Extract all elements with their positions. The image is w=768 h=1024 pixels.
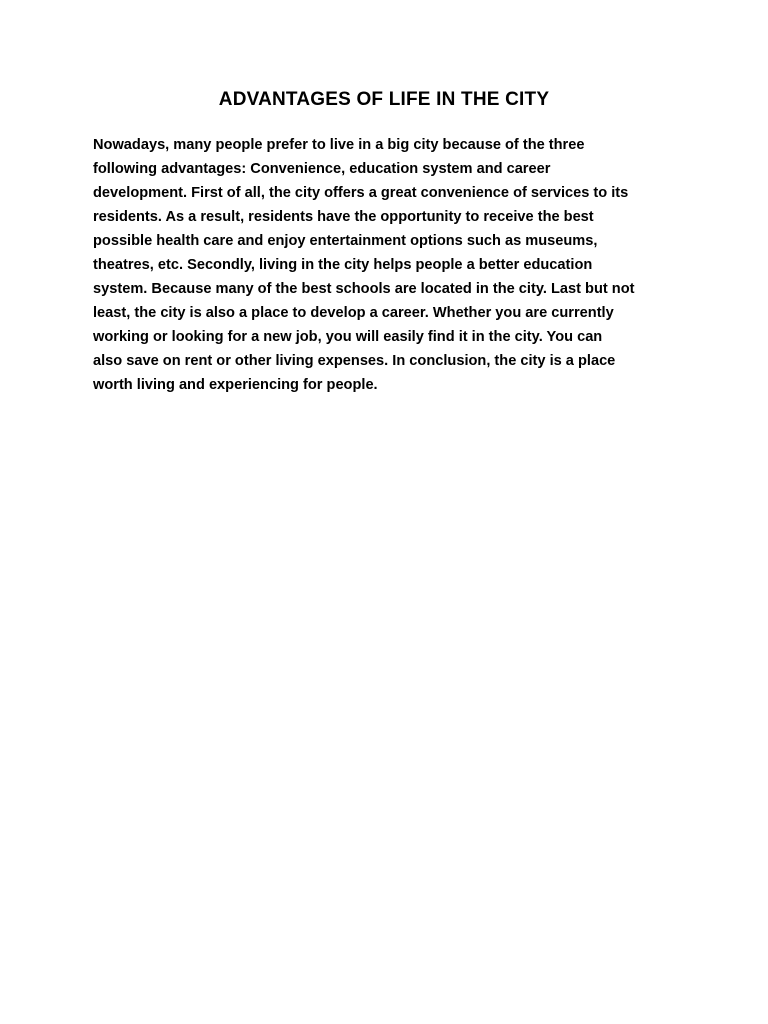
body-line: worth living and experiencing for people.	[93, 377, 378, 393]
body-line: residents. As a result, residents have the opportunity to receive the best	[93, 209, 594, 225]
body-line: least, the city is also a place to develop a career. Whether you are currently	[93, 305, 614, 321]
body-line: following advantages: Convenience, education system and career	[93, 161, 551, 177]
body-line: Nowadays, many people prefer to live in a big city because of the three	[93, 137, 585, 153]
document-body-paragraph	[93, 133, 678, 397]
document-title: ADVANTAGES OF LIFE IN THE CITY	[218, 89, 550, 110]
body-line: possible health care and enjoy entertainment options such as museums,	[93, 233, 598, 249]
body-line: working or looking for a new job, you will easily find it in the city. You can	[93, 329, 603, 345]
body-line: system. Because many of the best schools are located in the city. Last but not	[93, 281, 635, 297]
body-line: theatres, etc. Secondly, living in the city helps people a better education	[93, 257, 593, 273]
body-line: development. First of all, the city offers a great convenience of services to its	[93, 185, 629, 201]
body-line: also save on rent or other living expenses. In conclusion, the city is a place	[93, 353, 616, 369]
